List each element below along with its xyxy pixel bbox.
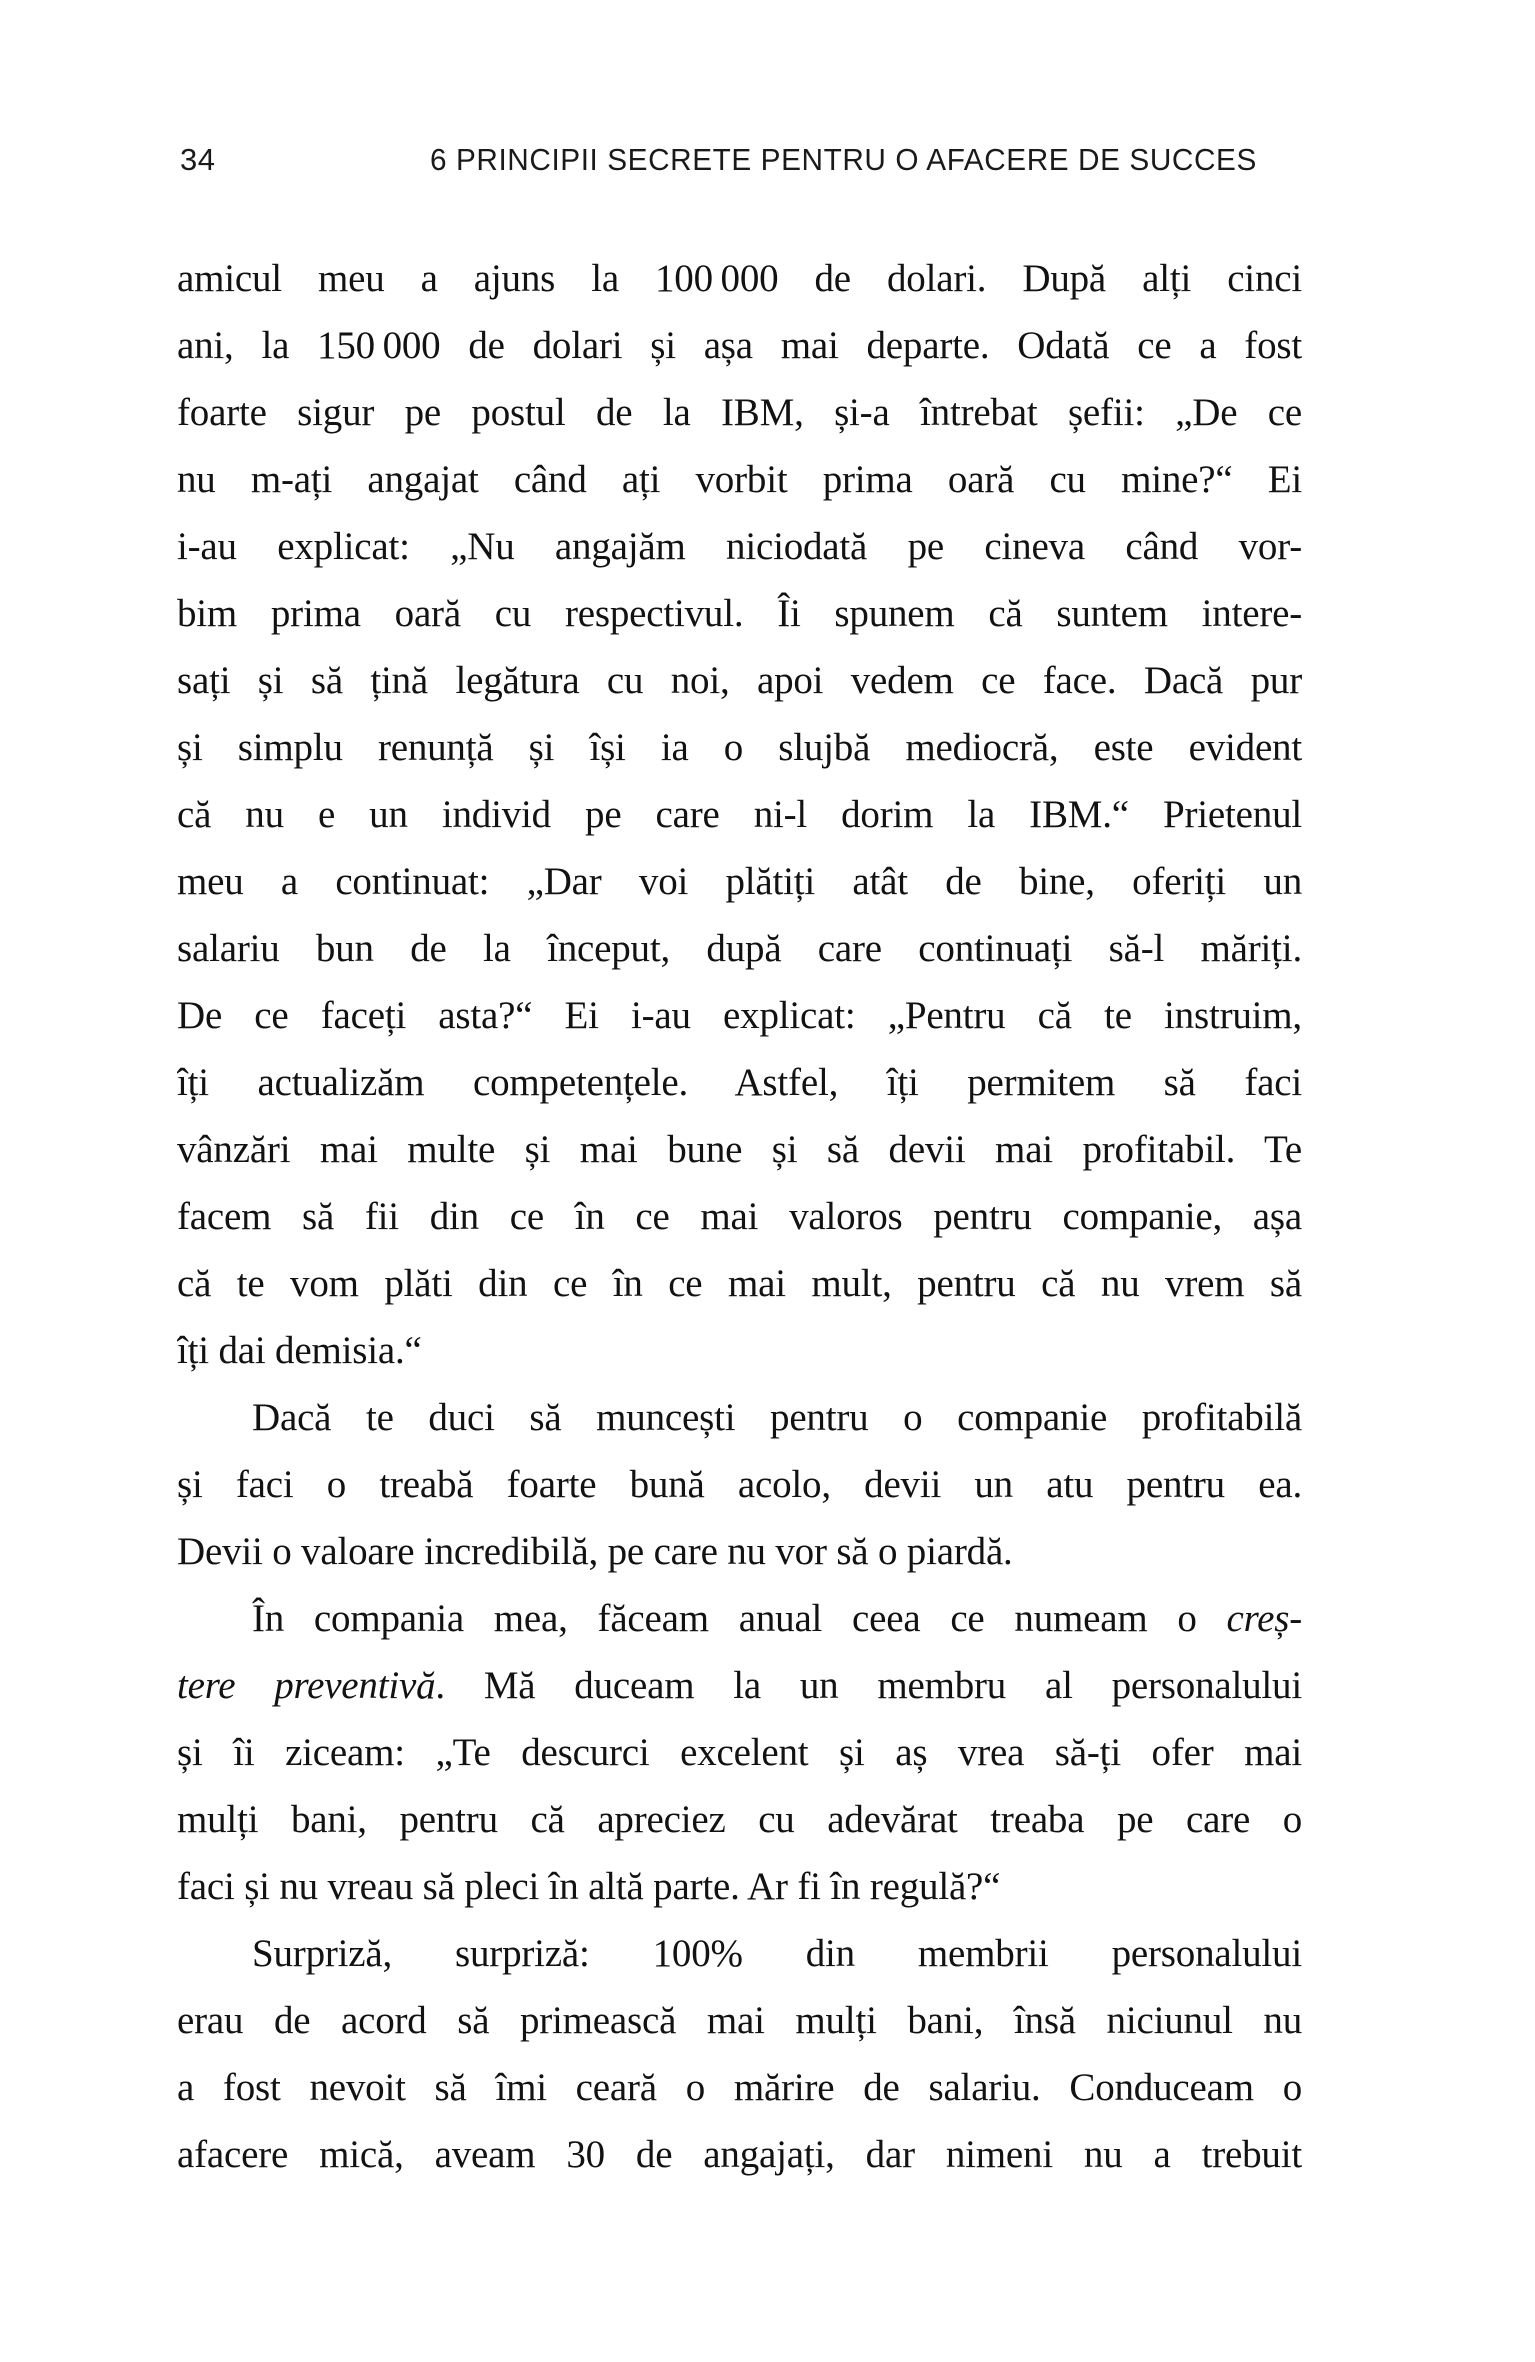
text-segment: salariu bun de la început, după care continuați să-l măriți.	[177, 927, 1302, 970]
body-line	[177, 1920, 1302, 1987]
body-line	[177, 1116, 1302, 1183]
body-line	[177, 1317, 1302, 1384]
text-segment: faci și nu vreau să pleci în altă parte. Ar fi în regulă?“	[177, 1865, 1001, 1908]
text-segment: De ce faceți asta?“ Ei i-au explicat: „Pentru că te instruim,	[177, 994, 1302, 1037]
text-segment: i-au explicat: „Nu angajăm niciodată pe cineva când vor-	[177, 525, 1302, 568]
body-line	[177, 1652, 1302, 1719]
body-line	[177, 714, 1302, 781]
text-segment: ani, la 150 000 de dolari și așa mai departe. Odată ce a fost	[177, 324, 1302, 367]
body-line	[177, 1049, 1302, 1116]
body-line	[177, 580, 1302, 647]
text-segment: erau de acord să primească mai mulți bani, însă niciunul nu	[177, 1999, 1302, 2042]
body-line	[177, 446, 1302, 513]
text-segment: mulți bani, pentru că apreciez cu adevărat treaba pe care o	[177, 1798, 1302, 1841]
body-line	[177, 1183, 1302, 1250]
body-line	[177, 1250, 1302, 1317]
text-segment: și simplu renunță și își ia o slujbă mediocră, este evident	[177, 726, 1302, 769]
text-segment: nu m-ați angajat când ați vorbit prima oară cu mine?“ Ei	[177, 458, 1302, 501]
body-line	[177, 1451, 1302, 1518]
body-line	[177, 1786, 1302, 1853]
text-segment: și îi ziceam: „Te descurci excelent și aș vrea să-ți ofer mai	[177, 1731, 1302, 1774]
body-line	[177, 1518, 1302, 1585]
text-segment: și faci o treabă foarte bună acolo, devii un atu pentru ea.	[177, 1463, 1302, 1506]
text-segment: facem să fii din ce în ce mai valoros pentru companie, așa	[177, 1195, 1302, 1238]
body-line	[177, 1384, 1302, 1451]
body-line	[177, 1585, 1302, 1652]
body-line	[177, 1987, 1302, 2054]
body-line	[177, 915, 1302, 982]
text-segment: afacere mică, aveam 30 de angajați, dar nimeni nu a trebuit	[177, 2133, 1302, 2176]
text-segment: Dacă te duci să muncești pentru o companie profitabilă	[252, 1396, 1302, 1439]
body-line	[177, 848, 1302, 915]
body-line	[177, 1853, 1302, 1920]
body-line	[177, 1719, 1302, 1786]
text-segment: că nu e un individ pe care ni-l dorim la IBM.“ Prietenul	[177, 793, 1302, 836]
text-segment: sați și să țină legătura cu noi, apoi vedem ce face. Dacă pur	[177, 659, 1302, 702]
italic-text-segment: creș-	[1226, 1597, 1302, 1640]
text-segment: a fost nevoit să îmi ceară o mărire de salariu. Conduceam o	[177, 2066, 1302, 2109]
body-line	[177, 781, 1302, 848]
text-segment: Devii o valoare incredibilă, pe care nu vor să o piardă.	[177, 1530, 1013, 1573]
text-segment: vânzări mai multe și mai bune și să devii mai profitabil. Te	[177, 1128, 1302, 1171]
italic-text-segment: tere preventivă	[177, 1664, 436, 1707]
text-segment: amicul meu a ajuns la 100 000 de dolari. După alți cinci	[177, 257, 1302, 300]
body-line	[177, 245, 1302, 312]
text-segment: . Mă duceam la un membru al personalului	[435, 1664, 1302, 1707]
body-line	[177, 982, 1302, 1049]
text-segment: bim prima oară cu respectivul. Îi spunem că suntem intere-	[177, 592, 1302, 635]
body-line	[177, 379, 1302, 446]
text-segment: În compania mea, făceam anual ceea ce numeam o	[252, 1597, 1227, 1640]
body-line	[177, 647, 1302, 714]
body-line	[177, 2054, 1302, 2121]
text-block	[177, 245, 1302, 2188]
body-line	[177, 312, 1302, 379]
running-header: 6 PRINCIPII SECRETE PENTRU O AFACERE DE SUCCES	[430, 142, 1257, 177]
body-line	[177, 513, 1302, 580]
text-segment: meu a continuat: „Dar voi plătiți atât de bine, oferiți un	[177, 860, 1302, 903]
text-segment: foarte sigur pe postul de la IBM, și-a întrebat șefii: „De ce	[177, 391, 1302, 434]
text-segment: îți actualizăm competențele. Astfel, îți permitem să faci	[177, 1061, 1302, 1104]
body-line	[177, 2121, 1302, 2188]
page-header	[0, 144, 1535, 180]
text-segment: Surpriză, surpriză: 100% din membrii personalului	[252, 1932, 1302, 1975]
text-segment: îți dai demisia.“	[177, 1329, 422, 1372]
page-number: 34	[180, 142, 216, 177]
text-segment: că te vom plăti din ce în ce mai mult, pentru că nu vrem să	[177, 1262, 1302, 1305]
